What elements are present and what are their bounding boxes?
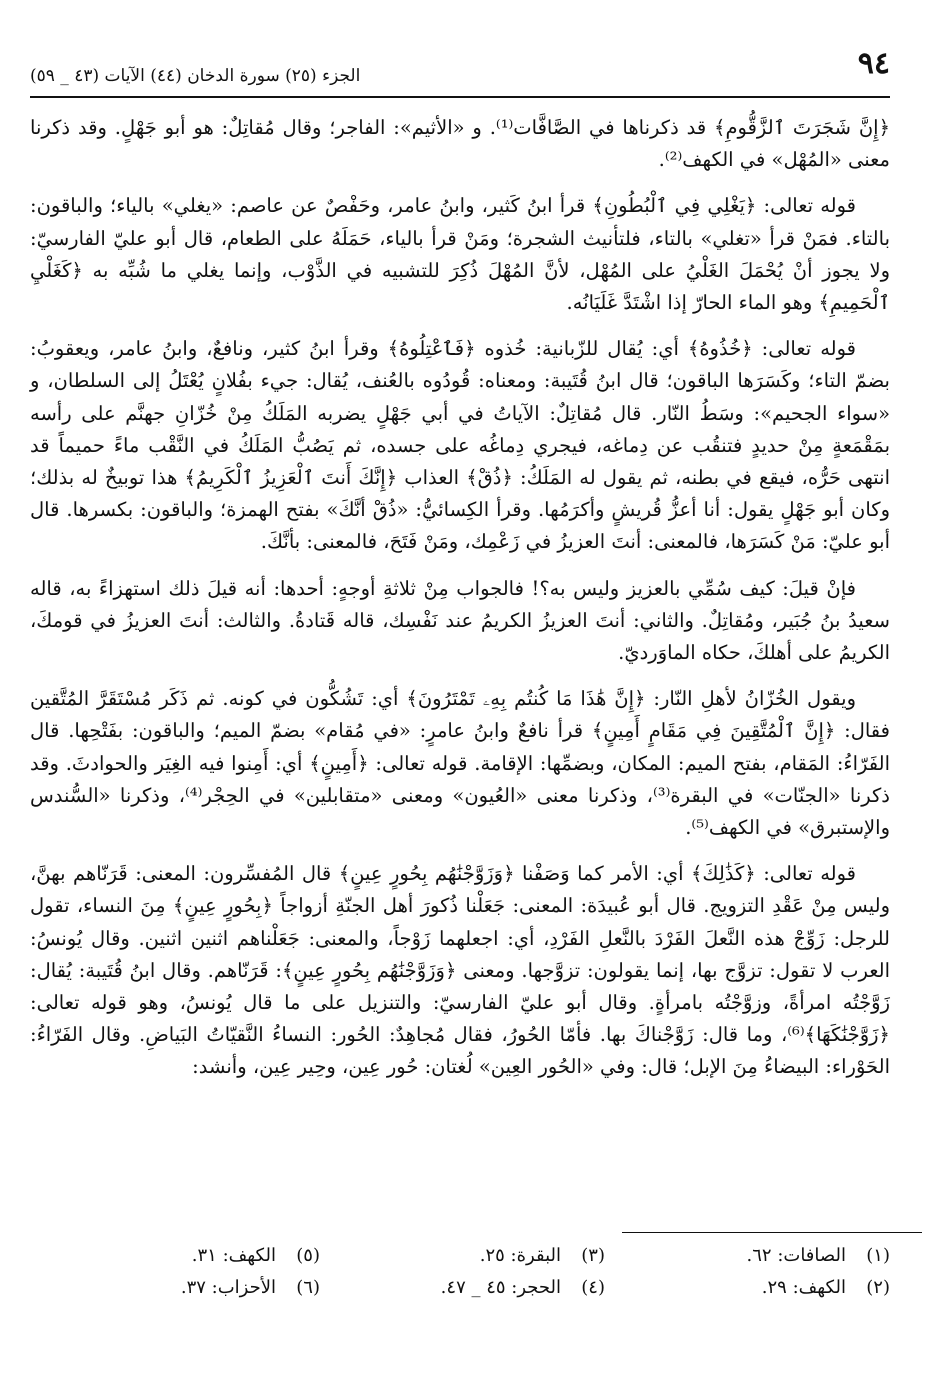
paragraph: فإنْ قيلَ: كيف سُمِّي بالعزيز وليس به؟! فالجواب مِنْ ثلاثةِ أوجهٍ: أحدها: أنه قيلَ ذلك استهزاءً به، قاله سعيدُ بنُ جُبَير، ومُقاتِلٌ. والثاني: أنتَ العزيزُ الكريمُ عند نَفْسِك، قاله قَتادةُ. والثالث: أنتَ العزيزُ في قومكَ، الكريمُ على أهلكَ، حكاه الماوَرديّ. xyxy=(30,576,890,665)
paragraph: ﴿إِنَّ شَجَرَتَ ٱلزَّقُّومِ﴾ قد ذكرناها في الصَّافَّات⁽¹⁾. و «الأثيم»: الفاجر؛ وقال مُقاتِلٌ: هو أبو جَهْلٍ. وقد ذكرنا معنى «المُهْل» في الكهف⁽²⁾. xyxy=(30,116,890,172)
body-text xyxy=(30,112,890,1098)
footnote: (٥)الكهف: ٣١. xyxy=(191,1245,320,1266)
paragraph: قوله تعالى: ﴿خُذُوهُ﴾ أي: يُقال للزّبانية: خُذوه ﴿فَٱعْتِلُوهُ﴾ وقرأ ابنُ كثير، ونافعٌ، وابنُ عامر، ويعقوبُ: بضمّ التاء؛ وكَسَرَها الباقون؛ قال ابنُ قُتَيبة: ومعناه: قُودُوه بالعُنف، يُقال: جيء بفُلانٍ يُعْتَلُ إلى السلطان، و «سواء الجحيم»: وسَطُ النّار. قال مُقاتِلٌ: الآياتُ في أبي جَهْلٍ يضربه المَلَكُ مِنْ خُزّانِ جهنَّم على رأسه بمَقْمَعةٍ مِنْ حديدٍ فتنقُب عن دِماغه، فيجري دِماغُه على جسده، ثم يَصُبُّ المَلَكُ في النَّقْب ماءً حميماً قد انتهى حَرُّه، فيقع في بطنه، ثم يقول له المَلَكُ: ﴿ذُقْ﴾ العذاب ﴿إِنَّكَ أَنتَ ٱلْعَزِيزُ ٱلْكَرِيمُ﴾ هذا توبيخٌ له بذلك؛ وكان أبو جَهْلٍ يقول: أنا أعزُّ قُريشٍ وأكرَمُها. وقرأ الكِسائيُّ: «ذُقْ أنَّكَ» بفتح الهمزة؛ والباقون: بكسرها. قال أبو عليّ: مَنْ كَسَرَها، فالمعنى: أنتَ العزيزُ في زَعْمِك، ومَنْ فَتَحَ، فالمعنى: بأنَّكَ. xyxy=(30,337,890,554)
footnote: (٢)الكهف: ٢٩. xyxy=(761,1277,890,1298)
paragraph: ويقول الخُزّانُ لأهلِ النّار: ﴿إِنَّ هَٰذَا مَا كُنتُم بِهِۦ تَمْتَرُونَ﴾ أي: تَشُكُّون في كونه. ثم ذَكَر مُسْتَقَرَّ المُتَّقين فقال: ﴿إِنَّ ٱلْمُتَّقِينَ فِي مَقَامٍ أَمِينٍ﴾ قرأ نافعٌ وابنُ عامرٍ: «في مُقام» بضمّ الميم؛ والباقون: بفَتْحِها. قال الفَرّاءُ: المَقام، بفتح الميم: المكان، وبضمِّها: الإقامة. قوله تعالى: ﴿أَمِينٍ﴾ أي: أَمِنوا فيه الغِيَر والحوادثَ. وقد ذكرنا «الجنّات» في البقرة⁽³⁾، وذكرنا معنى «العُيون» ومعنى «متقابلين» في الحِجْر⁽⁴⁾، وذكرنا «السُّندس والإستبرق» في الكهف⁽⁵⁾. xyxy=(30,687,890,840)
footnote-row xyxy=(60,1277,890,1309)
paragraph: قوله تعالى: ﴿كَذَٰلِكَ﴾ أي: الأمر كما وَصَفْنا ﴿وَزَوَّجْنَٰهُم بِحُورٍ عِينٍ﴾ قال المُفسِّرون: المعنى: قَرَنّاهم بهنَّ، وليس مِنْ عَقْدِ التزويج. قال أبو عُبيدَة: المعنى: جَعَلْنا ذُكورَ أهل الجنّةِ أزواجاً ﴿بِحُورٍ عِينٍ﴾ مِنَ النساء، تقول للرجل: زَوِّجْ هذه النَّعلَ الفَرْدَ بالنَّعلِ الفَرْدِ، أي: اجعلهما زَوْجاً، والمعنى: جَعَلْناهم اثنين اثنين. وقال يُونسُ: العرب لا تقول: تزوَّج بها، إنما يقولون: تزوَّجها. ومعنى ﴿وَزَوَّجْنَٰهُم بِحُورٍ عِينٍ﴾: قَرَنّاهم. وقال ابنُ قُتَيبة: يُقال: زَوَّجْتُه امرأةً، وزوَّجْتُه بامرأةٍ. وقال أبو عليّ الفارسيّ: والتنزيل على ما قال يُونسُ، وهو قوله تعالى: ﴿زَوَّجْنَٰكَهَا﴾⁽⁶⁾، وما قال: زَوَّجْناكَ بها. فأمّا الحُورُ، فقال مُجاهِدٌ: الحُور: النساءُ النَّقيّاتُ البَياضِ. وقال الفَرّاءُ: الحَوْراء: البيضاءُ مِنَ الإبل؛ قال: وفي «الحُور العِين» لُغتان: حُور عِين، وحِير عِين، وأنشد: xyxy=(30,862,890,1079)
page-number: ٩٤ xyxy=(857,46,890,81)
footnote: (٤)الحجر: ٤٥ _ ٤٧. xyxy=(440,1277,605,1298)
footnote: (٣)البقرة: ٢٥. xyxy=(479,1245,605,1266)
footnotes xyxy=(60,1245,890,1309)
paragraph: قوله تعالى: ﴿يَغْلِي فِي ٱلْبُطُونِ﴾ قرأ ابنُ كَثير، وابنُ عامر، وحَفْصٌ عن عاصم: «يغلي» بالياء؛ والباقون: بالتاء. فمَنْ قرأ «تغلي» بالتاء، فلتأنيث الشجرة؛ ومَنْ قرأ بالياء، حَمَلَهُ على الطعام، قال أبو عليّ الفارسيّ: ولا يجوز أنْ يُحْمَلَ الغَلْيُ على المُهْل، لأنَّ المُهْلَ ذُكِرَ للتشبيه في الذَّوْب، وإنما يغلي ما شُبِّه به ﴿كَغَلْيِ ٱلْحَمِيمِ﴾ وهو الماء الحارّ إذا اشْتَدَّ غَلَيَانُه. xyxy=(30,194,890,315)
footnote: (١)الصافات: ٦٢. xyxy=(746,1245,890,1266)
footnote-rule xyxy=(622,1232,922,1233)
header-rule xyxy=(30,96,890,98)
page-header xyxy=(30,46,890,96)
footnote-row xyxy=(60,1245,890,1277)
footnote: (٦)الأحزاب: ٣٧. xyxy=(180,1277,320,1298)
running-head: الجزء (٢٥) سورة الدخان (٤٤) الآيات (٤٣ _ ٥٩) xyxy=(30,66,361,86)
